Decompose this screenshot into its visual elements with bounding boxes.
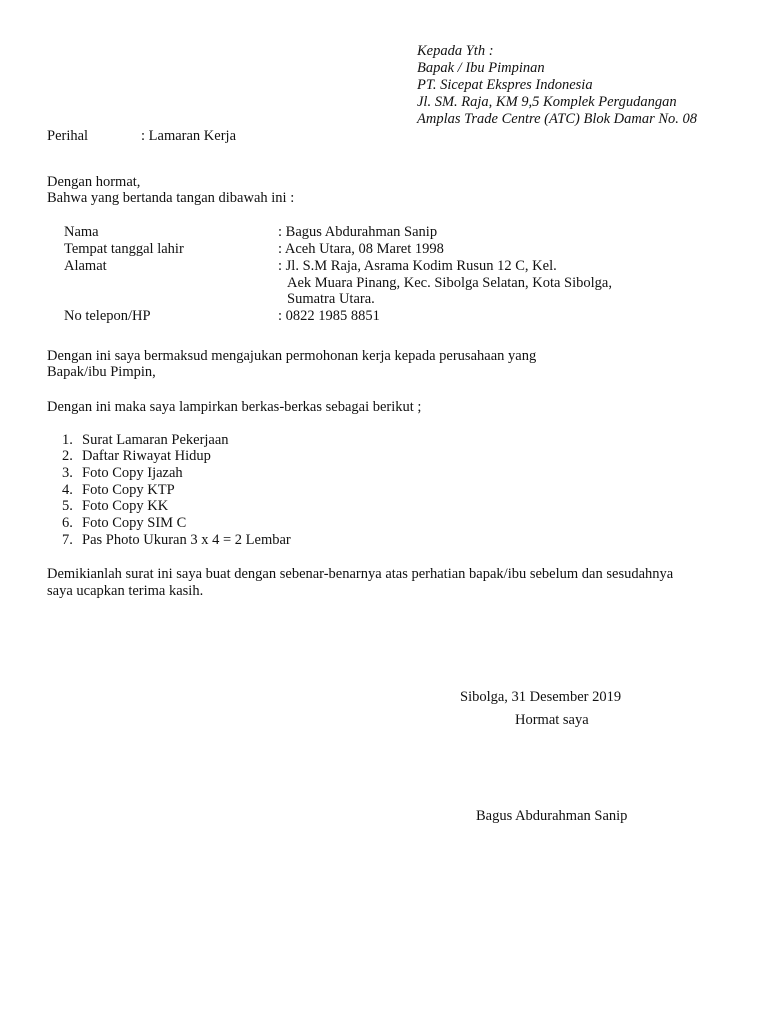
phone-label: No telepon/HP xyxy=(64,308,151,324)
list-text: Foto Copy KK xyxy=(82,498,169,514)
list-item xyxy=(62,448,211,465)
name-label: Nama xyxy=(64,224,99,240)
list-item xyxy=(62,498,168,515)
recipient-line: Amplas Trade Centre (ATC) Blok Damar No. 08 xyxy=(417,111,698,127)
place-date: Sibolga, 31 Desember 2019 xyxy=(460,689,622,705)
recipient-line: Jl. SM. Raja, KM 9,5 Komplek Pergudangan xyxy=(417,94,677,110)
regards: Hormat saya xyxy=(515,712,589,728)
attachments-intro: Dengan ini maka saya lampirkan berkas-berkas sebagai berikut ; xyxy=(47,399,422,415)
name-value: : Bagus Abdurahman Sanip xyxy=(278,224,438,240)
list-number: 5. xyxy=(62,498,73,514)
intro-text: Bahwa yang bertanda tangan dibawah ini : xyxy=(47,190,295,206)
paragraph-request-line-2: Bapak/ibu Pimpin, xyxy=(47,364,156,380)
identity-row-birth xyxy=(64,241,704,258)
recipient-line: Kepada Yth : xyxy=(417,43,494,59)
list-number: 1. xyxy=(62,432,73,448)
list-text: Daftar Riwayat Hidup xyxy=(82,448,211,464)
subject-label: Perihal xyxy=(47,128,89,144)
identity-row-phone xyxy=(64,308,704,325)
recipient-line: PT. Sicepat Ekspres Indonesia xyxy=(417,77,593,93)
identity-row-address xyxy=(64,258,704,275)
list-item xyxy=(62,482,175,499)
list-text: Pas Photo Ukuran 3 x 4 = 2 Lembar xyxy=(82,532,291,548)
list-number: 4. xyxy=(62,482,73,498)
paragraph-request-line-1: Dengan ini saya bermaksud mengajukan permohonan kerja kepada perusahaan yang xyxy=(47,348,537,364)
greeting: Dengan hormat, xyxy=(47,174,141,190)
signatory-name: Bagus Abdurahman Sanip xyxy=(476,808,628,824)
list-item xyxy=(62,515,186,532)
recipient-block xyxy=(417,43,697,128)
list-number: 6. xyxy=(62,515,73,531)
birth-label: Tempat tanggal lahir xyxy=(64,241,184,257)
list-number: 3. xyxy=(62,465,73,481)
subject-value: : Lamaran Kerja xyxy=(141,128,237,144)
list-text: Foto Copy KTP xyxy=(82,482,175,498)
list-text: Surat Lamaran Pekerjaan xyxy=(82,432,229,448)
closing-line-2: saya ucapkan terima kasih. xyxy=(47,583,204,599)
list-item xyxy=(62,532,291,549)
list-number: 7. xyxy=(62,532,73,548)
list-text: Foto Copy SIM C xyxy=(82,515,187,531)
list-item xyxy=(62,432,229,449)
address-line-3: Sumatra Utara. xyxy=(287,291,375,307)
address-line-2: Aek Muara Pinang, Kec. Sibolga Selatan, Kota Sibolga, xyxy=(287,275,612,291)
birth-value: : Aceh Utara, 08 Maret 1998 xyxy=(278,241,444,257)
address-line-1: : Jl. S.M Raja, Asrama Kodim Rusun 12 C, Kel. xyxy=(278,258,557,274)
phone-value: : 0822 1985 8851 xyxy=(278,308,380,324)
list-number: 2. xyxy=(62,448,73,464)
identity-row-name xyxy=(64,224,704,241)
list-item xyxy=(62,465,183,482)
address-label: Alamat xyxy=(64,258,107,274)
recipient-line: Bapak / Ibu Pimpinan xyxy=(417,60,545,76)
list-text: Foto Copy Ijazah xyxy=(82,465,183,481)
closing-line-1: Demikianlah surat ini saya buat dengan sebenar-benarnya atas perhatian bapak/ibu sebelum dan sesudahnya xyxy=(47,566,674,582)
